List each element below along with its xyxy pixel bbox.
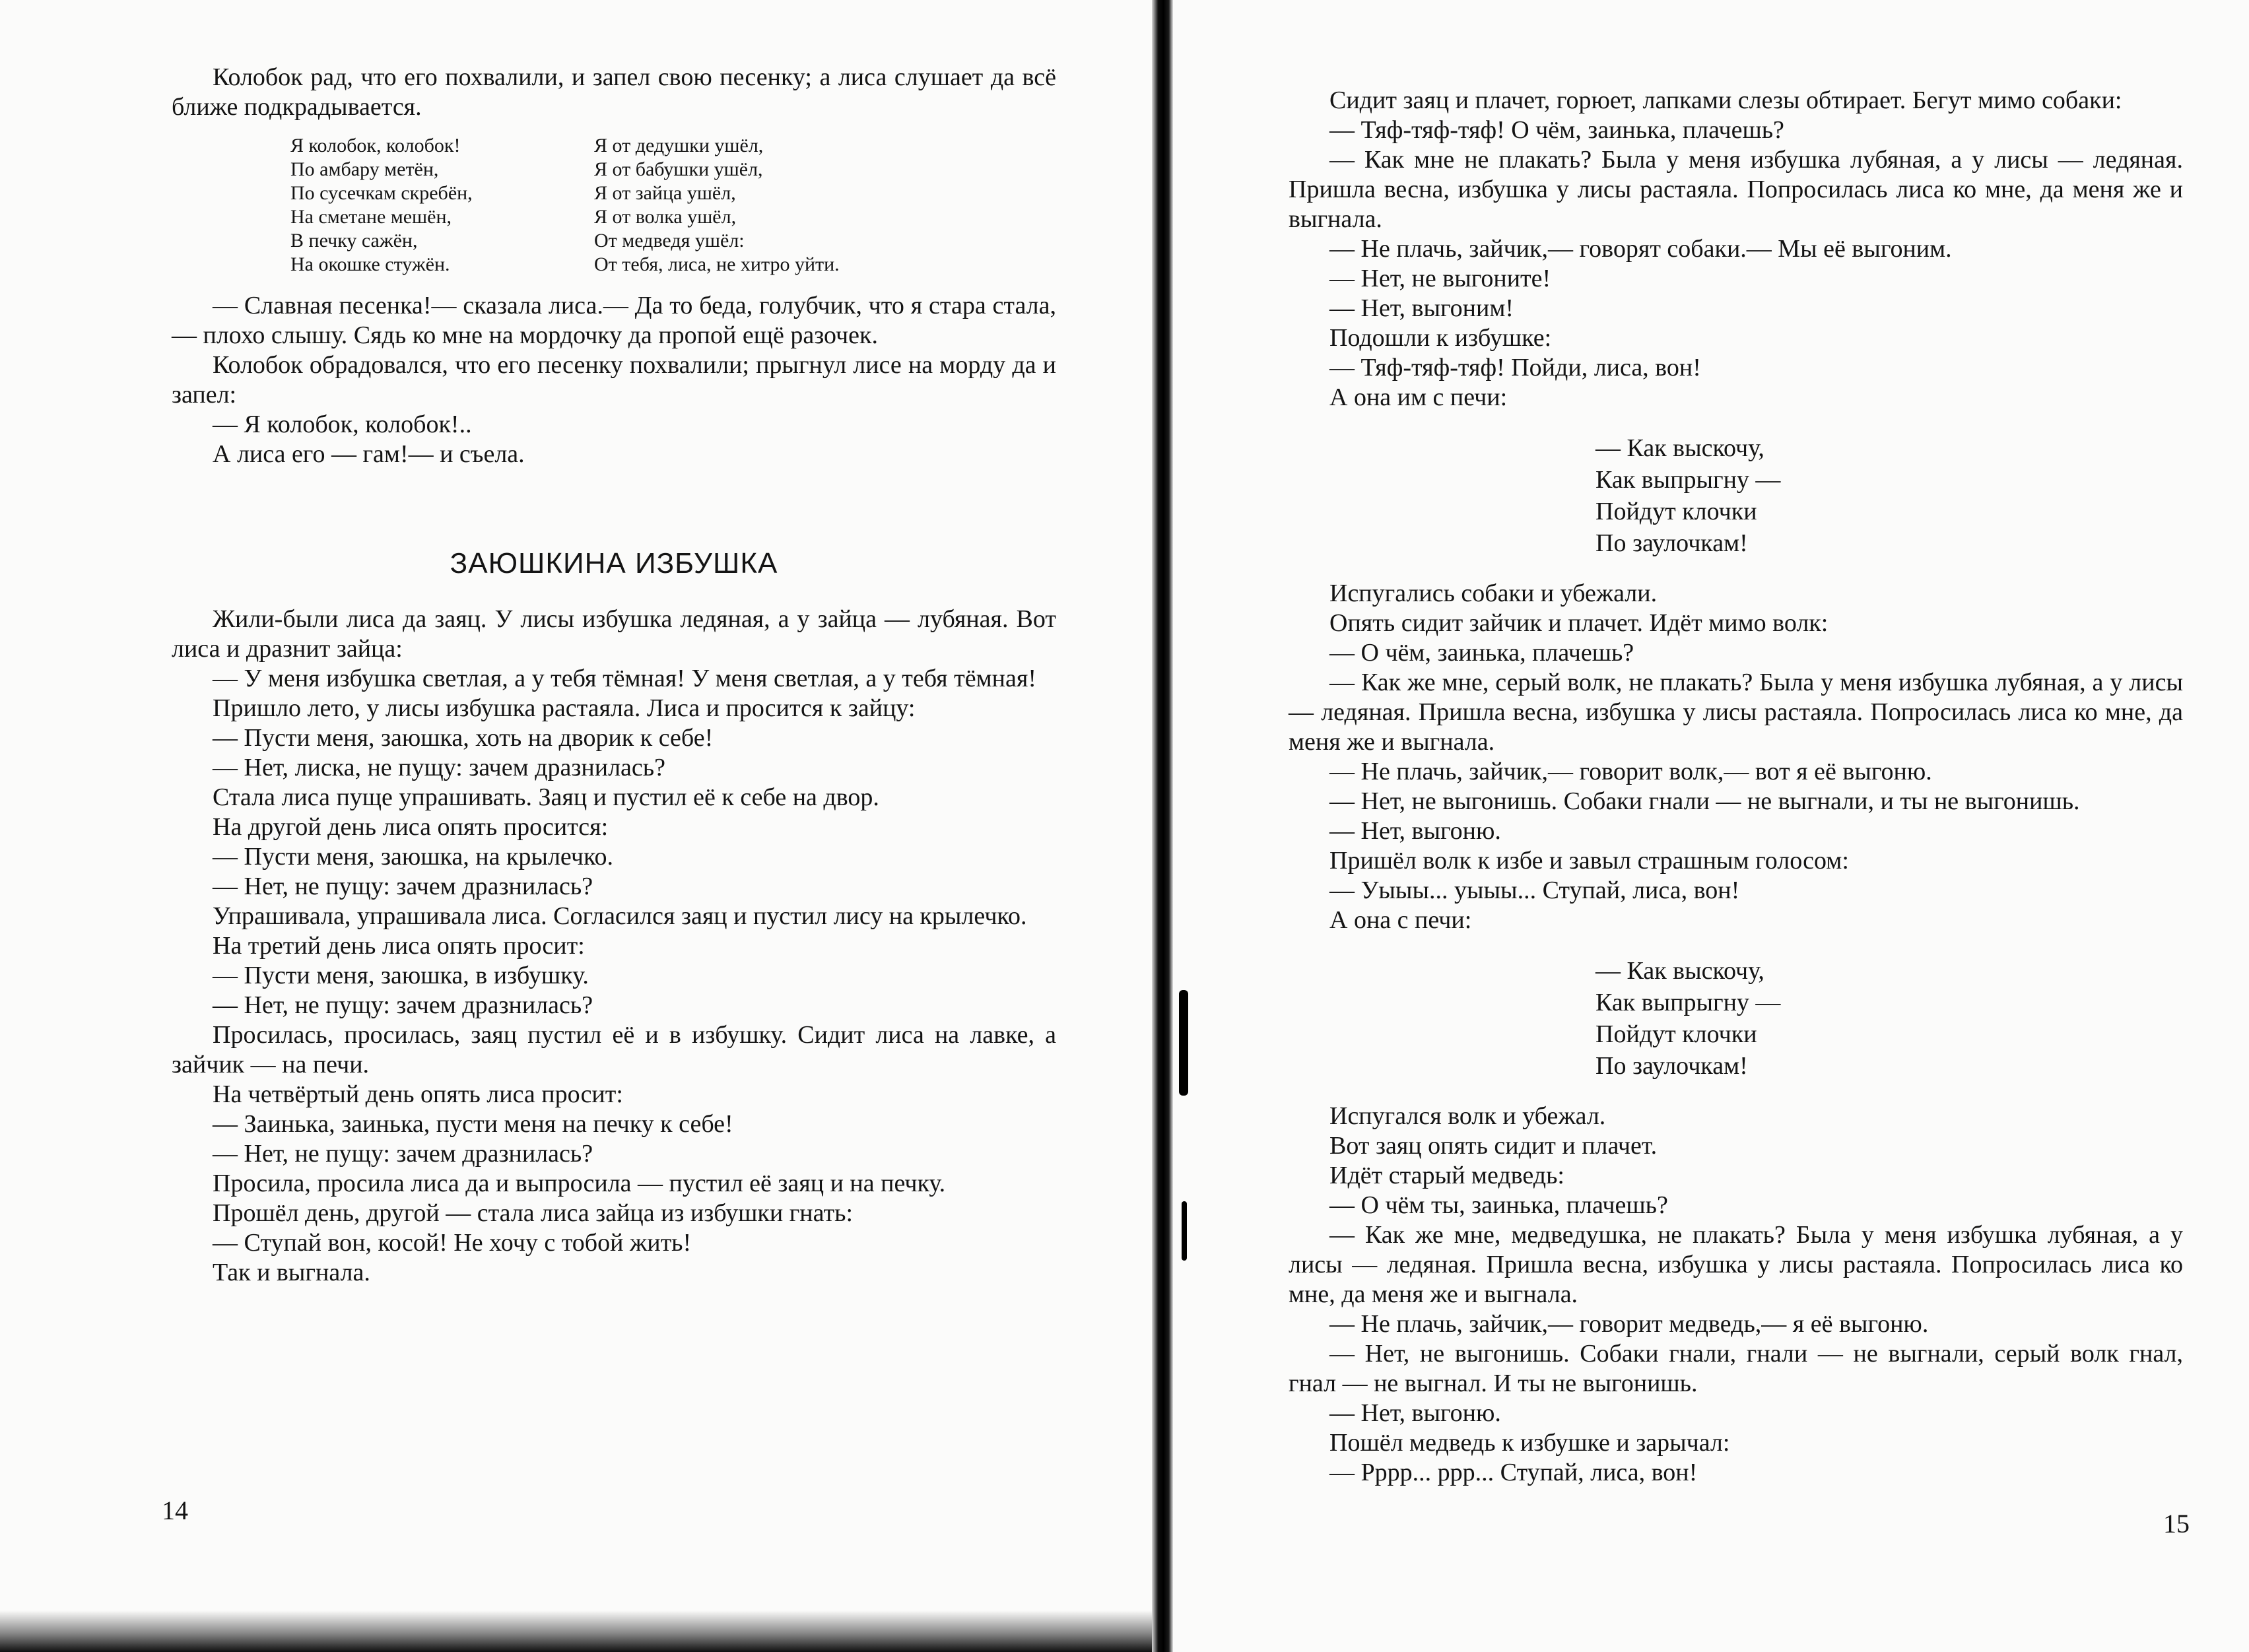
paragraph: Прошёл день, другой — стала лиса зайца из избушки гнать:	[213, 1199, 854, 1227]
paragraph: — Пусти меня, заюшка, в избушку.	[213, 962, 589, 989]
verse-line: — Как выскочу,	[1595, 434, 1764, 462]
paragraph: Опять сидит зайчик и плачет. Идёт мимо волк:	[1329, 609, 1829, 637]
song-column-2	[594, 134, 937, 277]
paragraph: — Как же мне, серый волк, не плакать? Была у меня избушка лубяная, а у лисы — ледяная. Пришла весна, избушка у лисы растаяла. Попросилась лиса ко мне, да меня же и выгнала.	[1289, 669, 2183, 756]
verse-line: По заулочкам!	[1595, 1052, 1748, 1080]
paragraph: — О чём, заинька, плачешь?	[1329, 639, 1634, 667]
page-edge-shadow	[0, 1610, 1152, 1652]
verse-line: Как выпрыгну —	[1595, 466, 1781, 494]
left-page-text	[172, 63, 1056, 1288]
kolobok-song	[172, 134, 1056, 277]
story-title: ЗАЮШКИНА ИЗБУШКА	[450, 547, 778, 579]
song-line: Я от волка ушёл,	[594, 206, 737, 228]
paragraph: Жили-были лиса да заяц. У лисы избушка ледяная, а у зайца — лубяная. Вот лиса и дразнит зайца:	[172, 605, 1056, 663]
paragraph: — Нет, выгоню.	[1329, 817, 1501, 845]
paragraph: А она с печи:	[1329, 906, 1472, 934]
song-line: Я от дедушки ушёл,	[594, 135, 764, 156]
fox-verse	[1595, 432, 2183, 559]
page-number: 14	[162, 1496, 188, 1525]
paragraph: — Как же мне, медведушка, не плакать? Была у меня избушка лубяная, а у лисы — ледяная. Пришла весна, избушка у лисы растаяла. Попросилась лиса ко мне, да меня же и выгнала.	[1289, 1221, 2183, 1308]
verse-line: По заулочкам!	[1595, 529, 1748, 557]
paragraph: — О чём ты, заинька, плачешь?	[1329, 1191, 1668, 1219]
paragraph: — Уыыы... уыыы... Ступай, лиса, вон!	[1329, 876, 1740, 904]
paragraph: — Не плачь, зайчик,— говорят собаки.— Мы её выгоним.	[1329, 235, 1952, 263]
paragraph: — Пусти меня, заюшка, на крылечко.	[213, 843, 613, 871]
paragraph: — Ступай вон, косой! Не хочу с тобой жить!	[213, 1229, 692, 1257]
paragraph: Пошёл медведь к избушке и зарычал:	[1329, 1429, 1730, 1457]
paragraph: — Нет, лиска, не пущу: зачем дразнилась?	[213, 754, 665, 781]
song-line: Я от бабушки ушёл,	[594, 158, 763, 180]
song-line: На сметане мешён,	[290, 206, 452, 228]
paragraph: Подошли к избушке:	[1329, 324, 1552, 352]
paragraph: Пришёл волк к избе и завыл страшным голосом:	[1329, 847, 1849, 875]
paragraph: Колобок обрадовался, что его песенку похвалили; прыгнул лисе на морду да и запел:	[172, 351, 1056, 409]
song-column-1	[290, 134, 554, 277]
paragraph: Колобок рад, что его похвалили, и запел свою песенку; а лиса слушает да всё ближе подкрадывается.	[172, 63, 1056, 121]
verse-line: Пойдут клочки	[1595, 498, 1757, 525]
paragraph: — Не плачь, зайчик,— говорит волк,— вот я её выгоню.	[1329, 758, 1932, 785]
paragraph: — Нет, не выгоните!	[1329, 265, 1551, 292]
paragraph: Идёт старый медведь:	[1329, 1162, 1564, 1189]
paragraph: Просилась, просилась, заяц пустил её и в избушку. Сидит лиса на лавке, а зайчик — на печи.	[172, 1021, 1056, 1078]
paragraph: — Нет, не выгонишь. Собаки гнали — не выгнали, и ты не выгонишь.	[1329, 787, 2080, 815]
right-page-text	[1289, 86, 2183, 1488]
verse-line: Пойдут клочки	[1595, 1020, 1757, 1048]
paragraph: — Нет, выгоню.	[1329, 1399, 1501, 1427]
paragraph: — Нет, не выгонишь. Собаки гнали, гнали — не выгнали, серый волк гнал, гнал — не выгнал. И ты не выгонишь.	[1289, 1340, 2183, 1397]
song-line: В печку сажён,	[290, 230, 418, 251]
paragraph: А лиса его — гам!— и съела.	[213, 440, 525, 468]
paragraph: — Тяф-тяф-тяф! О чём, заинька, плачешь?	[1329, 116, 1784, 144]
book-gutter	[1152, 0, 1173, 1652]
fox-verse	[1595, 955, 2183, 1082]
paragraph: — Тяф-тяф-тяф! Пойди, лиса, вон!	[1329, 354, 1701, 381]
right-page	[1173, 0, 2249, 1652]
paragraph: — Заинька, заинька, пусти меня на печку к себе!	[213, 1110, 733, 1138]
paragraph: Просила, просила лиса да и выпросила — пустил её заяц и на печку.	[213, 1170, 946, 1197]
paragraph: — Нет, выгоним!	[1329, 294, 1514, 322]
paragraph: Пришло лето, у лисы избушка растаяла. Лиса и просится к зайцу:	[213, 694, 916, 722]
paragraph: На четвёртый день опять лиса просит:	[213, 1080, 623, 1108]
paragraph: — Нет, не пущу: зачем дразнилась?	[213, 1140, 593, 1168]
verse-line: — Как выскочу,	[1595, 957, 1764, 985]
song-line: На окошке стужён.	[290, 253, 450, 275]
paragraph: Сидит заяц и плачет, горюет, лапками слезы обтирает. Бегут мимо собаки:	[1329, 86, 2122, 114]
paragraph: — Рррр... ррр... Ступай, лиса, вон!	[1329, 1459, 1698, 1486]
page-number: 15	[2163, 1509, 2190, 1538]
paragraph: — Нет, не пущу: зачем дразнилась?	[213, 991, 593, 1019]
paragraph: На другой день лиса опять просится:	[213, 813, 609, 841]
paragraph: — Нет, не пущу: зачем дразнилась?	[213, 873, 593, 900]
paragraph: Стала лиса пуще упрашивать. Заяц и пустил её к себе на двор.	[213, 783, 879, 811]
paragraph: Упрашивала, упрашивала лиса. Согласился заяц и пустил лису на крылечко.	[213, 902, 1027, 930]
paragraph: На третий день лиса опять просит:	[213, 932, 585, 960]
paragraph: — Славная песенка!— сказала лиса.— Да то беда, голубчик, что я стара стала,— плохо слышу. Сядь ко мне на мордочку да пропой ещё разочек.	[172, 292, 1056, 349]
verse-line: Как выпрыгну —	[1595, 989, 1781, 1016]
song-line: Я от зайца ушёл,	[594, 182, 736, 204]
paragraph: Так и выгнала.	[213, 1259, 370, 1286]
song-line: По сусечкам скребён,	[290, 182, 473, 204]
song-line: Я колобок, колобок!	[290, 135, 461, 156]
paragraph: — Не плачь, зайчик,— говорит медведь,— я её выгоню.	[1329, 1310, 1929, 1338]
paragraph: — У меня избушка светлая, а у тебя тёмная! У меня светлая, а у тебя тёмная!	[213, 665, 1036, 692]
song-line: От тебя, лиса, не хитро уйти.	[594, 253, 840, 275]
paragraph: А она им с печи:	[1329, 383, 1508, 411]
paragraph: — Пусти меня, заюшка, хоть на дворик к себе!	[213, 724, 714, 752]
paragraph: — Я колобок, колобок!..	[213, 411, 472, 438]
paragraph: Испугался волк и убежал.	[1329, 1102, 1606, 1130]
song-line: По амбару метён,	[290, 158, 439, 180]
paragraph: — Как мне не плакать? Была у меня избушка лубяная, а у лисы — ледяная. Пришла весна, избушка у лисы растаяла. Попросилась лиса ко мне, да меня же и выгнала.	[1289, 146, 2183, 233]
paragraph: Испугались собаки и убежали.	[1329, 579, 1658, 607]
song-line: От медведя ушёл:	[594, 230, 745, 251]
paragraph: Вот заяц опять сидит и плачет.	[1329, 1132, 1658, 1160]
